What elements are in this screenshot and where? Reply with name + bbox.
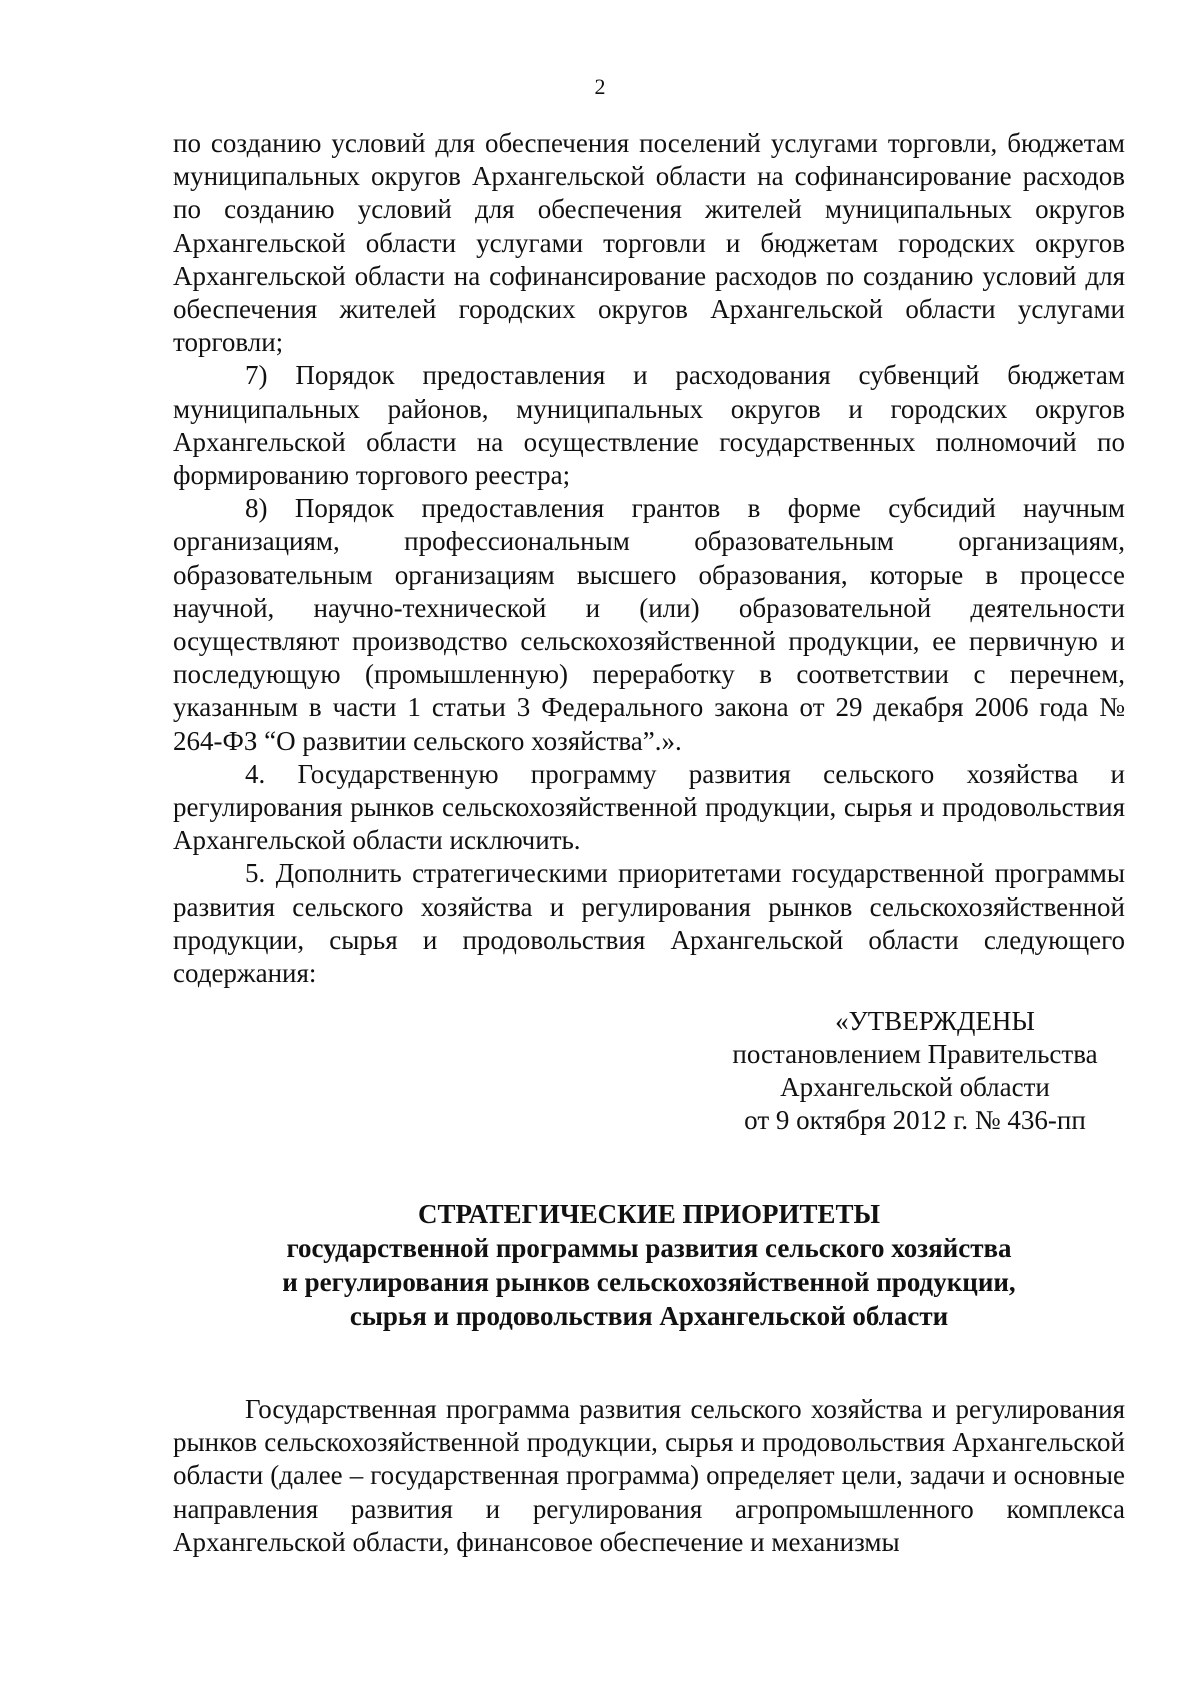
approval-line-region: Архангельской области xyxy=(780,1072,1050,1102)
page-number: 2 xyxy=(594,74,606,99)
section-heading xyxy=(173,1197,1125,1333)
paragraph-point-4: 4. Государственную программу развития сельского хозяйства и регулирования рынков сельскохозяйственной продукции, сырья и продовольствия Архангельской области исключить. xyxy=(173,758,1125,856)
heading-subtitle-line-1: государственной программы развития сельского хозяйства xyxy=(286,1233,1012,1263)
paragraph-continuation: по созданию условий для обеспечения поселений услугами торговли, бюджетам муниципальных округов Архангельской области на софинансирование расходов по созданию условий для обеспечения жителей муниципальных округов Архангельской области услугами торговли и бюджетам городских округов Архангельской области на софинансирование расходов по созданию условий для обеспечения жителей городских округов Архангельской области услугами торговли; xyxy=(173,128,1125,358)
approval-stamp xyxy=(690,1005,1140,1137)
approval-line-decree: постановлением Правительства xyxy=(732,1039,1098,1069)
paragraph-point-5: 5. Дополнить стратегическими приоритетами государственной программы развития сельского хозяйства и регулирования рынков сельскохозяйственной продукции, сырья и продовольствия Архангельской области следующего содержания: xyxy=(173,858,1125,989)
heading-subtitle-line-3: сырья и продовольствия Архангельской области xyxy=(349,1301,949,1331)
heading-title: СТРАТЕГИЧЕСКИЕ ПРИОРИТЕТЫ xyxy=(417,1199,881,1229)
body-text-bottom xyxy=(173,1393,1125,1559)
approval-line-approved: «УТВЕРЖДЕНЫ xyxy=(835,1006,1035,1036)
approval-line-date: от 9 октября 2012 г. № 436-пп xyxy=(744,1105,1086,1135)
paragraph-program-description: Государственная программа развития сельского хозяйства и регулирования рынков сельскохозяйственной продукции, сырья и продовольствия Архангельской области (далее – государственная программа) определяет цели, задачи и основные направления развития и регулирования агропромышленного комплекса Архангельской области, финансовое обеспечение и механизмы xyxy=(173,1394,1125,1557)
body-text-top xyxy=(173,127,1125,990)
paragraph-item-8: 8) Порядок предоставления грантов в форме субсидий научным организациям, профессиональным образовательным организациям, образовательным организациям высшего образования, которые в процессе научной, научно-технической и (или) образовательной деятельности осуществляют производство сельскохозяйственной продукции, ее первичную и последующую (промышленную) переработку в соответствии с перечнем, указанным в части 1 статьи 3 Федерального закона от 29 декабря 2006 года № 264-ФЗ “О развитии сельского хозяйства”.». xyxy=(173,493,1125,756)
paragraph-item-7: 7) Порядок предоставления и расходования субвенций бюджетам муниципальных районов, муниципальных округов и городских округов Архангельской области на осуществление государственных полномочий по формированию торгового реестра; xyxy=(173,360,1125,491)
heading-subtitle-line-2: и регулирования рынков сельскохозяйственной продукции, xyxy=(282,1267,1016,1297)
